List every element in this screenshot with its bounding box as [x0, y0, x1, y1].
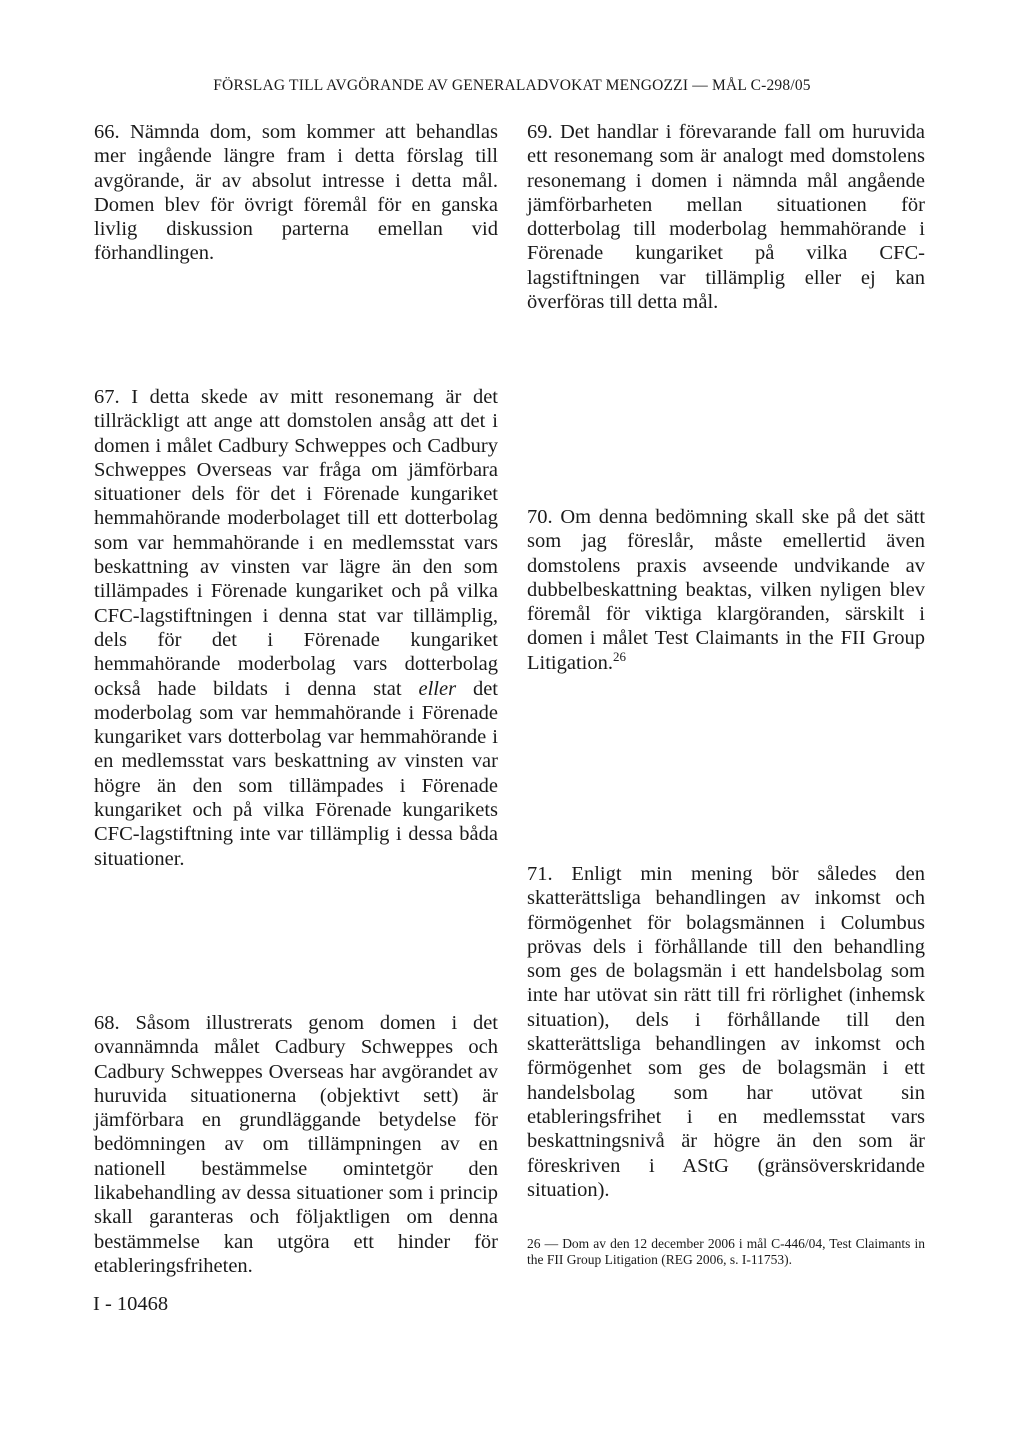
- paragraph-number: 70.: [527, 506, 553, 528]
- paragraph-text-continued: det moderbolag som var hemmahörande i Förenade kungariket vars dotterbolag var hemmahörande i en medlemsstat vars beskattning av vinsten var högre än den som tillämpades i Förenade kungariket och på vilka Förenade kungarikets CFC-lagstiftning inte var tillämplig i dessa båda situationer.: [94, 677, 498, 870]
- paragraph-68: [94, 1011, 498, 1278]
- paragraph-text: Enligt min mening bör således den skatterättsliga behandlingen av inkomst och förmögenhet för bolagsmännen i Columbus prövas dels i förhållande till den behandling som ges de bolagsmän i ett handelsbolag som inte har utövat sin rätt till fri rörlighet (inhemsk situation), dels i förhållande till den skatterättsliga behandlingen av inkomst och förmögenhet som ges de bolagsmän i ett handelsbolag som har utövat sin etableringsfrihet i en medlemsstat vars beskattningsnivå är högre än den som är föreskriven i AStG (gränsöverskridande situation).: [527, 863, 925, 1201]
- paragraph-text: Om denna bedömning skall ske på det sätt som jag föreslår, måste emellertid även domstolens praxis avseende undvikande av dubbelbeskattning beaktas, vilken nyligen blev föremål för viktiga klargöranden, särskilt i domen i målet Test Claimants in the FII Group Litigation.: [527, 506, 926, 674]
- paragraph-number: 67.: [94, 386, 120, 408]
- paragraph-text: Såsom illustrerats genom domen i det ovannämnda målet Cadbury Schweppes och Cadbury Schweppes Overseas har avgörandet av huruvida situationerna (objektivt sett) är jämförbara en grundläggande betydelse för bedömningen av om tillämpningen av en nationell bestämmelse omintetgör den likabehandling av dessa situationer som i princip skall garanteras och följaktligen om denna bestämmelse kan utgöra ett hinder för etableringsfriheten.: [94, 1012, 498, 1277]
- paragraph-71: [527, 862, 925, 1202]
- paragraph-text: I detta skede av mitt resonemang är det tillräckligt att ange att domstolen ansåg att det i domen i målet Cadbury Schweppes och Cadbury Schweppes Overseas var fråga om jämförbara situationer dels för det i Förenade kungariket hemmahörande moderbolaget till ett dotterbolag som var hemmahörande i en medlemsstat vars beskattning av vinsten var lägre än den som tillämpades i Förenade kungariket och på vilka CFC-lagstiftningen i denna stat var tillämplig, dels för det i Förenade kungariket hemmahörande moderbolag vars dotterbolag också hade bildats i denna stat: [94, 386, 498, 700]
- footnote-26: [527, 1236, 925, 1268]
- paragraph-text: Nämnda dom, som kommer att behandlas mer ingående längre fram i detta förslag till avgörande, är av absolut intresse i detta mål. Domen blev för övrigt föremål för en ganska livlig diskussion parterna emellan vid förhandlingen.: [94, 121, 499, 265]
- paragraph-number: 71.: [527, 863, 553, 885]
- emphasis-eller: eller: [418, 677, 457, 700]
- paragraph-text: Det handlar i förevarande fall om huruvida ett resonemang som är analogt med domstolens resonemang i domen i nämnda mål angående jämförbarheten mellan situationen för dotterbolag till moderbolag hemmahörande i Förenade kungariket på vilka CFC-lagstiftningen var tillämplig eller ej kan överföras till detta mål.: [527, 121, 926, 314]
- paragraph-number: 68.: [94, 1012, 120, 1034]
- footnote-label: 26 —: [527, 1236, 559, 1251]
- page-number: I - 10468: [93, 1293, 169, 1315]
- paragraph-69: [527, 120, 925, 314]
- paragraph-70: [527, 505, 925, 675]
- paragraph-67: [94, 385, 498, 871]
- footnote-reference[interactable]: 26: [612, 648, 626, 664]
- paragraph-66: [94, 120, 498, 266]
- footnote-text: Dom av den 12 december 2006 i mål C-446/04, Test Claimants in the FII Group Litigation (REG 2006, s. I-11753).: [527, 1236, 926, 1267]
- paragraph-number: 69.: [527, 121, 553, 143]
- paragraph-number: 66.: [94, 121, 120, 143]
- running-header: FÖRSLAG TILL AVGÖRANDE AV GENERALADVOKAT MENGOZZI — MÅL C-298/05: [213, 77, 811, 94]
